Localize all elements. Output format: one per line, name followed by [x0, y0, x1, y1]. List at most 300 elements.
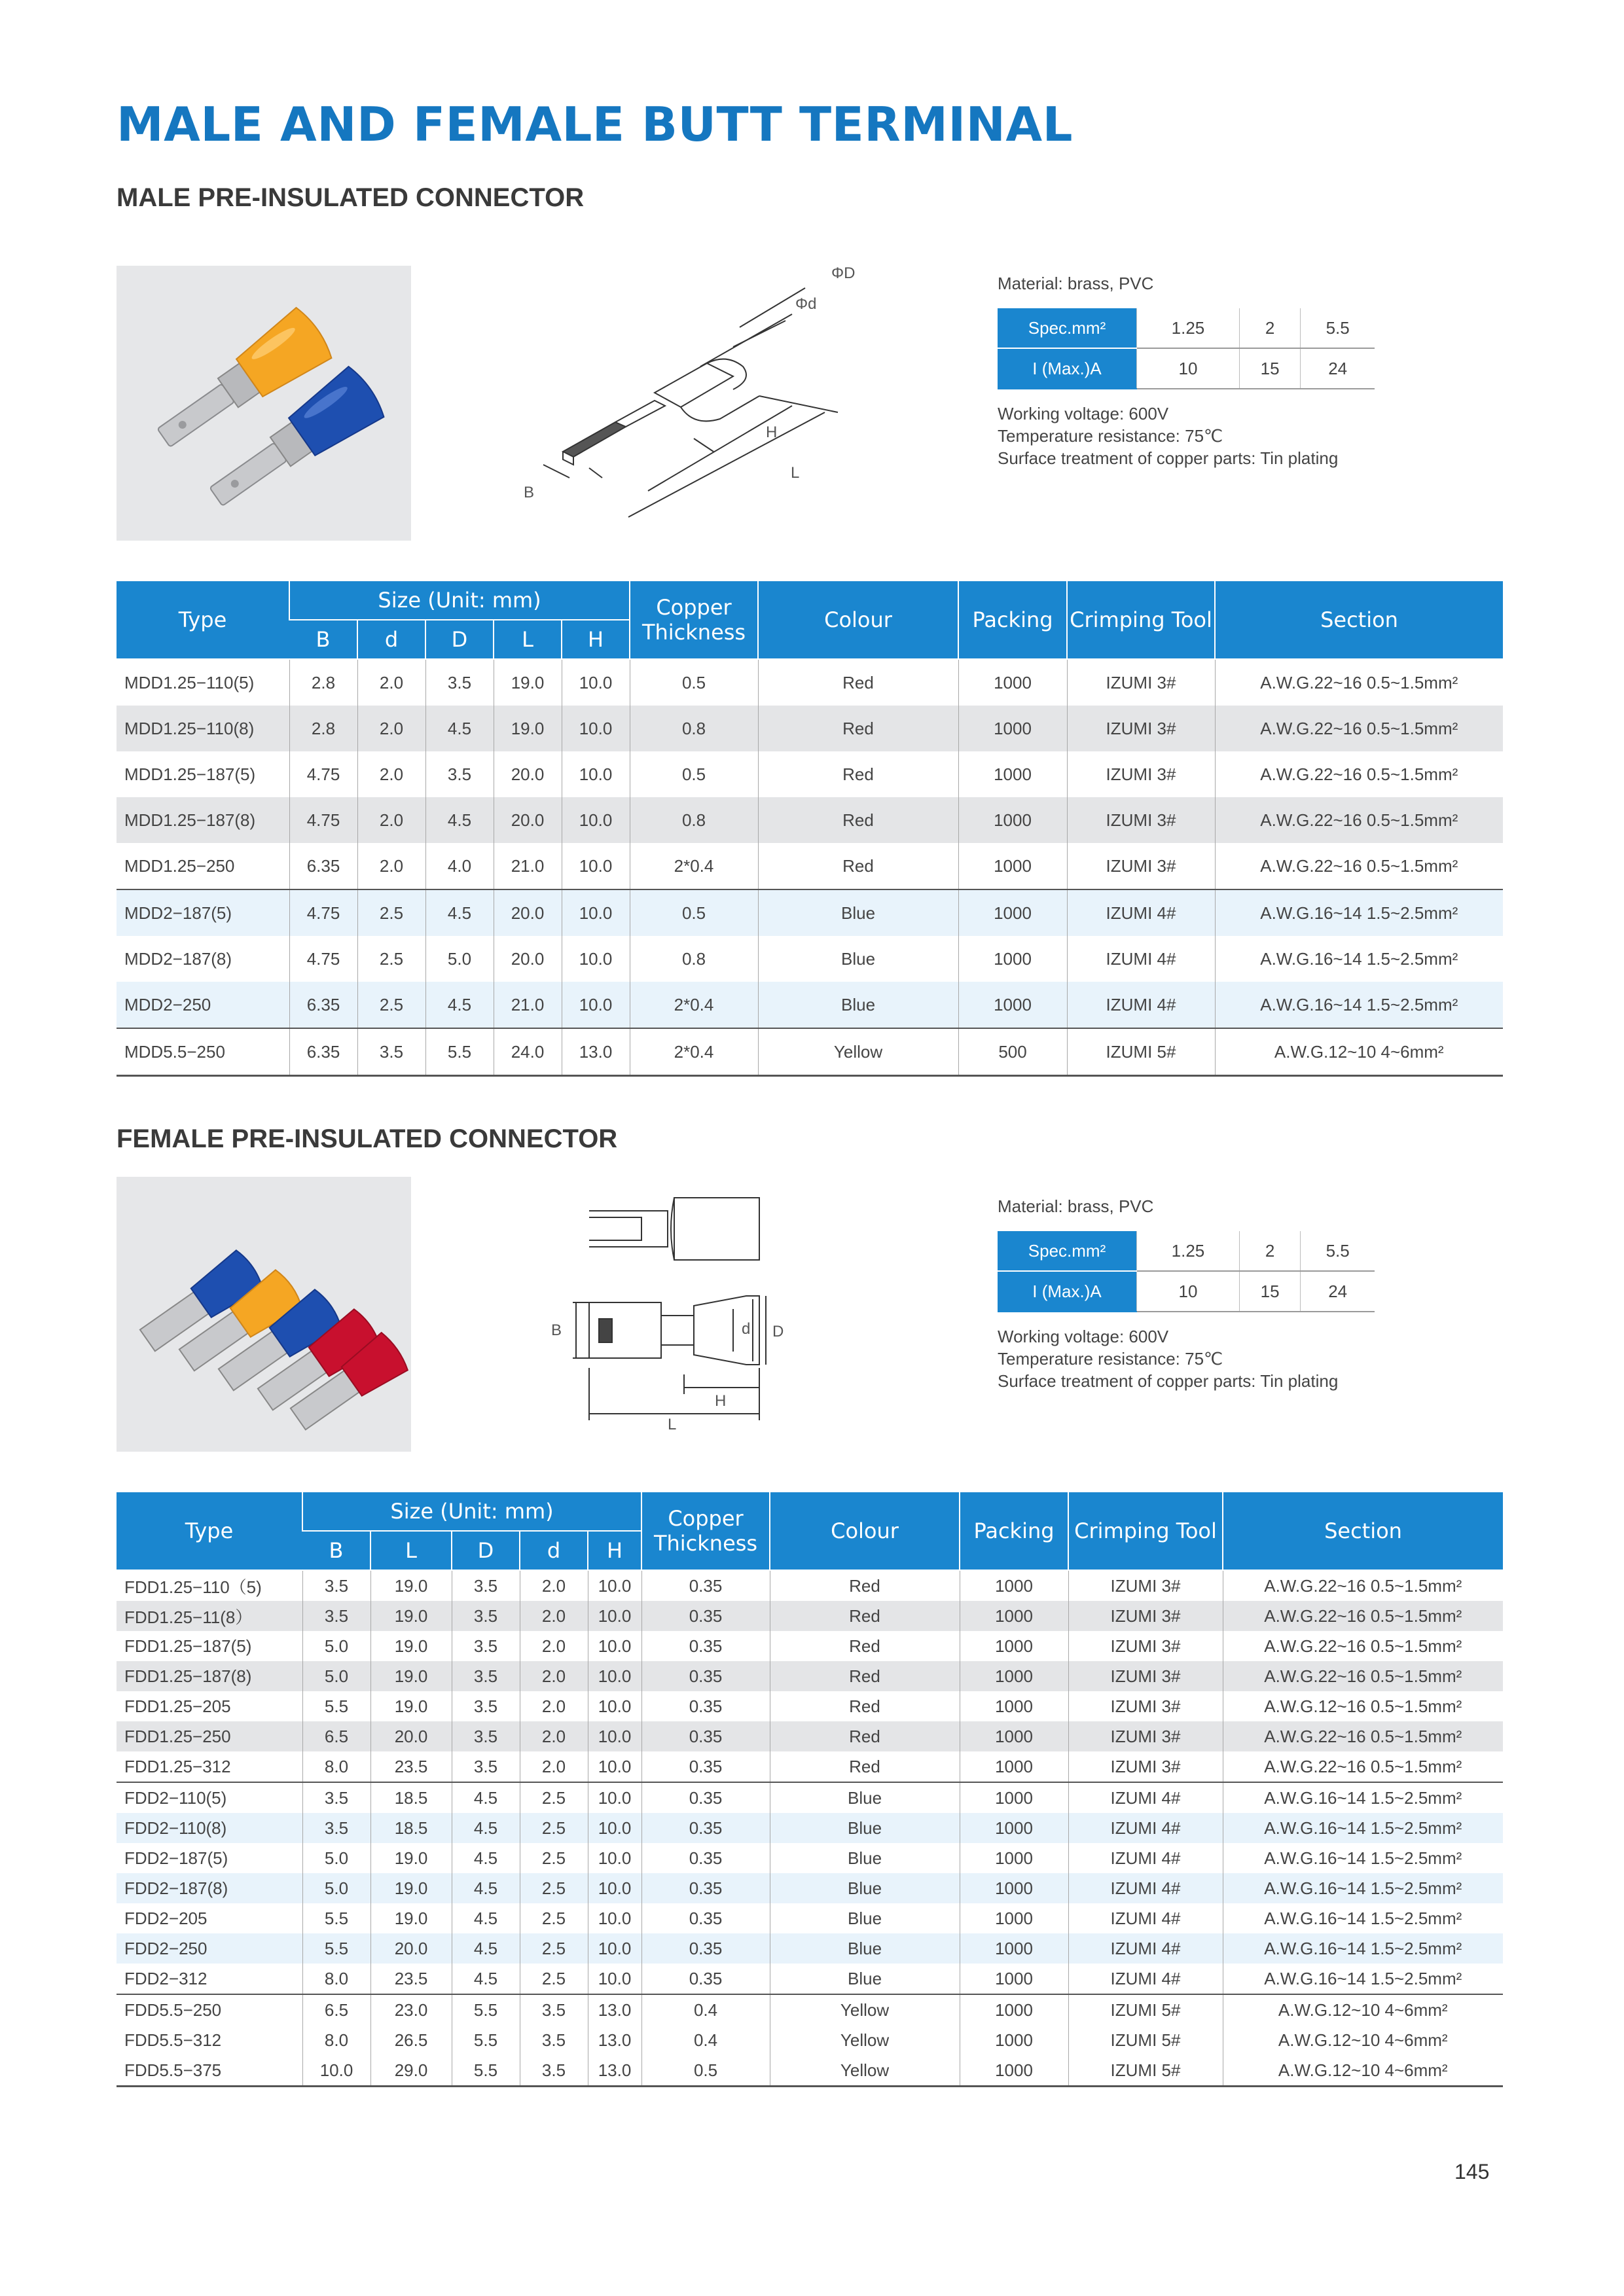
table-cell: 5.0: [425, 936, 494, 982]
table-cell: 0.35: [641, 1691, 770, 1721]
table-cell: 2.0: [357, 706, 425, 751]
table-cell: 3.5: [520, 1994, 588, 2025]
table-cell: Red: [758, 797, 958, 843]
table-cell: 10.0: [588, 1782, 641, 1813]
temperature-note: Temperature resistance: 75℃: [998, 426, 1223, 446]
male-connector-table: [117, 581, 1503, 1077]
table-cell: 2.0: [520, 1570, 588, 1601]
table-cell: 23.0: [370, 1994, 452, 2025]
type-cell: MDD1.25−110(8): [117, 706, 289, 751]
table-cell: IZUMI 5#: [1068, 2025, 1223, 2055]
table-cell: A.W.G.16~14 1.5~2.5mm²: [1223, 1873, 1503, 1903]
table-cell: 2*0.4: [630, 843, 758, 889]
diagram-label-l: L: [791, 464, 800, 482]
table-cell: 4.5: [452, 1782, 520, 1813]
table-cell: 5.0: [302, 1873, 370, 1903]
table-cell: IZUMI 3#: [1068, 1751, 1223, 1782]
table-cell: 10.0: [562, 889, 630, 936]
spec-cell: 15: [1239, 1271, 1300, 1312]
table-cell: 19.0: [370, 1601, 452, 1631]
col-header-packing: Packing: [960, 1492, 1068, 1570]
spec-cell: 24: [1301, 348, 1375, 389]
type-cell: MDD1.25−250: [124, 855, 235, 876]
table-cell: 23.5: [370, 1751, 452, 1782]
diagram-label-b: B: [551, 1321, 562, 1339]
male-connector-photo: [117, 266, 411, 541]
table-cell: 3.5: [452, 1570, 520, 1601]
table-row: [117, 706, 1503, 751]
table-cell: 3.5: [452, 1751, 520, 1782]
col-header-b: B: [302, 1531, 370, 1570]
table-cell: 0.5: [641, 2055, 770, 2087]
table-cell: 20.0: [494, 797, 562, 843]
table-row: [117, 1994, 1503, 2025]
table-row: [117, 1964, 1503, 1994]
table-cell: 1000: [960, 1964, 1068, 1994]
table-cell: A.W.G.16~14 1.5~2.5mm²: [1215, 936, 1503, 982]
table-cell: Yellow: [770, 2025, 960, 2055]
table-cell: 10.0: [588, 1691, 641, 1721]
table-cell: IZUMI 4#: [1068, 1933, 1223, 1964]
table-cell: 1000: [960, 1751, 1068, 1782]
spec-cell: 2: [1239, 308, 1300, 348]
table-cell: A.W.G.22~16 0.5~1.5mm²: [1215, 706, 1503, 751]
table-row: [117, 1843, 1503, 1873]
table-cell: Red: [770, 1661, 960, 1691]
table-cell: IZUMI 5#: [1067, 1028, 1215, 1076]
female-dimension-diagram: [537, 1178, 851, 1433]
table-cell: 4.5: [452, 1964, 520, 1994]
table-cell: 3.5: [357, 1028, 425, 1076]
table-cell: 4.75: [289, 751, 357, 797]
table-cell: 4.0: [425, 843, 494, 889]
table-cell: 2.8: [289, 659, 357, 706]
table-cell: 2.5: [520, 1782, 588, 1813]
table-cell: IZUMI 3#: [1068, 1601, 1223, 1631]
table-cell: 1000: [960, 1903, 1068, 1933]
type-cell: MDD2−187(8): [124, 948, 232, 969]
male-table-body: [117, 659, 1503, 1076]
table-cell: A.W.G.22~16 0.5~1.5mm²: [1215, 751, 1503, 797]
table-cell: 2*0.4: [630, 982, 758, 1028]
table-cell: 20.0: [494, 889, 562, 936]
table-cell: 1000: [958, 797, 1067, 843]
table-cell: 3.5: [302, 1813, 370, 1843]
table-cell: 8.0: [302, 2025, 370, 2055]
table-cell: 10.0: [562, 982, 630, 1028]
table-cell: 4.5: [425, 889, 494, 936]
type-cell: FDD2−110(8): [117, 1813, 302, 1843]
table-cell: 2.0: [520, 1631, 588, 1661]
table-cell: 0.35: [641, 1813, 770, 1843]
table-cell: 6.35: [289, 843, 357, 889]
col-header-section: Section: [1215, 581, 1503, 659]
table-cell: 0.35: [641, 1964, 770, 1994]
table-cell: 1000: [958, 889, 1067, 936]
male-spec-table: [998, 308, 1375, 389]
table-cell: 19.0: [370, 1873, 452, 1903]
type-cell: FDD2−250: [117, 1933, 302, 1964]
col-header-copper-thickness: Copper Thickness: [630, 581, 758, 659]
table-cell: IZUMI 4#: [1068, 1782, 1223, 1813]
table-cell: IZUMI 3#: [1068, 1721, 1223, 1751]
spec-cell: 1.25: [1137, 308, 1240, 348]
table-cell: 2.5: [520, 1813, 588, 1843]
table-cell: 10.0: [588, 1843, 641, 1873]
table-cell: Yellow: [770, 2055, 960, 2087]
female-spec-table: [998, 1231, 1375, 1312]
table-cell: 3.5: [302, 1570, 370, 1601]
type-cell: FDD5.5−250: [117, 1994, 302, 2025]
type-cell: FDD1.25−205: [124, 1696, 231, 1716]
table-cell: A.W.G.22~16 0.5~1.5mm²: [1223, 1751, 1503, 1782]
table-cell: 6.5: [302, 1994, 370, 2025]
table-cell: 4.5: [425, 797, 494, 843]
table-cell: 2.0: [357, 751, 425, 797]
table-cell: Red: [770, 1751, 960, 1782]
female-table-body: [117, 1570, 1503, 2087]
table-cell: Blue: [770, 1873, 960, 1903]
table-cell: 6.35: [289, 982, 357, 1028]
male-connector-illustration: [117, 266, 411, 541]
type-cell: FDD2−187(5): [124, 1848, 228, 1868]
diagram-label-b: B: [524, 484, 535, 501]
table-cell: Red: [758, 751, 958, 797]
table-row: [117, 889, 1503, 936]
table-cell: IZUMI 3#: [1067, 751, 1215, 797]
table-cell: IZUMI 3#: [1067, 706, 1215, 751]
table-cell: Blue: [758, 982, 958, 1028]
table-cell: 3.5: [520, 2055, 588, 2087]
spec-cell: 15: [1239, 348, 1300, 389]
table-cell: IZUMI 3#: [1068, 1661, 1223, 1691]
spec-row: [998, 1231, 1375, 1271]
col-header-crimping-tool: Crimping Tool: [1067, 581, 1215, 659]
table-cell: 4.5: [452, 1933, 520, 1964]
table-row: [117, 1813, 1503, 1843]
table-cell: 0.35: [641, 1631, 770, 1661]
table-cell: IZUMI 5#: [1068, 2055, 1223, 2087]
table-cell: A.W.G.16~14 1.5~2.5mm²: [1223, 1933, 1503, 1964]
table-cell: 0.8: [630, 797, 758, 843]
table-cell: Blue: [758, 936, 958, 982]
table-cell: 0.35: [641, 1570, 770, 1601]
col-header-size: Size (Unit: mm): [302, 1492, 641, 1531]
type-cell: FDD2−312: [124, 1968, 208, 1988]
spec-cell: 5.5: [1301, 1231, 1375, 1271]
table-cell: 0.5: [630, 889, 758, 936]
col-header-l: L: [370, 1531, 452, 1570]
table-cell: 1000: [958, 751, 1067, 797]
table-cell: A.W.G.16~14 1.5~2.5mm²: [1215, 982, 1503, 1028]
col-header-crimping-tool: Crimping Tool: [1068, 1492, 1223, 1570]
spec-cell: 5.5: [1301, 308, 1375, 348]
table-cell: 10.0: [562, 659, 630, 706]
table-cell: 19.0: [370, 1631, 452, 1661]
table-cell: Yellow: [770, 1994, 960, 2025]
table-cell: 19.0: [494, 659, 562, 706]
table-cell: 2.5: [357, 889, 425, 936]
table-cell: 2.0: [357, 659, 425, 706]
table-cell: 5.5: [452, 2025, 520, 2055]
table-row: [117, 1873, 1503, 1903]
table-cell: 0.8: [630, 936, 758, 982]
table-cell: 1000: [960, 1782, 1068, 1813]
col-header-b: B: [289, 620, 357, 659]
table-cell: 3.5: [452, 1721, 520, 1751]
type-cell: FDD1.25−187(8): [117, 1661, 302, 1691]
type-cell: MDD1.25−187(8): [117, 797, 289, 843]
table-cell: 19.0: [370, 1903, 452, 1933]
table-cell: 3.5: [452, 1631, 520, 1661]
table-cell: 2.8: [289, 706, 357, 751]
table-cell: Yellow: [758, 1028, 958, 1076]
table-cell: IZUMI 4#: [1068, 1903, 1223, 1933]
table-cell: 4.5: [425, 706, 494, 751]
type-cell: FDD1.25−312: [124, 1756, 231, 1776]
table-cell: 1000: [958, 843, 1067, 889]
table-cell: 19.0: [370, 1691, 452, 1721]
table-cell: 1000: [960, 1631, 1068, 1661]
table-cell: A.W.G.22~16 0.5~1.5mm²: [1223, 1570, 1503, 1601]
type-cell: FDD5.5−375: [117, 2055, 302, 2087]
type-cell: FDD1.25−11(8）: [117, 1601, 302, 1631]
table-cell: 2.0: [520, 1601, 588, 1631]
table-cell: 10.0: [588, 1570, 641, 1601]
table-cell: 2.0: [520, 1751, 588, 1782]
table-cell: A.W.G.12~10 4~6mm²: [1215, 1028, 1503, 1076]
table-cell: A.W.G.22~16 0.5~1.5mm²: [1223, 1661, 1503, 1691]
table-cell: 0.35: [641, 1873, 770, 1903]
table-cell: 24.0: [494, 1028, 562, 1076]
table-cell: 1000: [960, 2025, 1068, 2055]
table-cell: 20.0: [370, 1721, 452, 1751]
table-cell: 1000: [960, 1843, 1068, 1873]
table-cell: IZUMI 3#: [1067, 843, 1215, 889]
table-cell: 20.0: [370, 1933, 452, 1964]
table-cell: 10.0: [588, 1813, 641, 1843]
table-cell: Red: [770, 1631, 960, 1661]
type-cell: MDD2−250: [117, 982, 289, 1028]
spec-row-label: I (Max.)A: [998, 1271, 1137, 1312]
table-cell: 3.5: [425, 659, 494, 706]
table-cell: IZUMI 3#: [1068, 1631, 1223, 1661]
table-cell: 19.0: [370, 1570, 452, 1601]
table-cell: 5.5: [452, 1994, 520, 2025]
col-header-type: Type: [117, 581, 289, 659]
table-cell: 3.5: [520, 2025, 588, 2055]
table-cell: 1000: [960, 1873, 1068, 1903]
table-cell: Red: [770, 1570, 960, 1601]
spec-cell: 24: [1301, 1271, 1375, 1312]
diagram-label-d-small: d: [742, 1320, 751, 1338]
col-header-size: Size (Unit: mm): [289, 581, 630, 620]
table-cell: IZUMI 5#: [1068, 1994, 1223, 2025]
table-cell: 10.0: [588, 1631, 641, 1661]
table-cell: A.W.G.12~10 4~6mm²: [1223, 1994, 1503, 2025]
spec-cell: 10: [1137, 348, 1240, 389]
table-row: [117, 1933, 1503, 1964]
table-cell: 20.0: [494, 936, 562, 982]
female-material: Material: brass, PVC: [998, 1196, 1154, 1216]
table-cell: 19.0: [494, 706, 562, 751]
table-cell: 1000: [960, 2055, 1068, 2087]
diagram-label-l: L: [668, 1416, 677, 1433]
table-cell: IZUMI 4#: [1068, 1843, 1223, 1873]
type-cell: FDD1.25−110（5): [124, 1577, 262, 1597]
table-cell: A.W.G.22~16 0.5~1.5mm²: [1223, 1721, 1503, 1751]
diagram-label-inner-diameter: Φd: [795, 295, 817, 313]
table-cell: 4.5: [425, 982, 494, 1028]
table-cell: IZUMI 4#: [1068, 1813, 1223, 1843]
table-cell: Red: [758, 706, 958, 751]
table-cell: Red: [758, 843, 958, 889]
table-cell: 10.0: [588, 1964, 641, 1994]
table-row: [117, 1601, 1503, 1631]
table-cell: A.W.G.22~16 0.5~1.5mm²: [1223, 1631, 1503, 1661]
table-cell: 2.0: [520, 1721, 588, 1751]
table-cell: 29.0: [370, 2055, 452, 2087]
table-cell: IZUMI 3#: [1068, 1691, 1223, 1721]
table-cell: A.W.G.22~16 0.5~1.5mm²: [1215, 843, 1503, 889]
spec-row-label: I (Max.)A: [998, 348, 1137, 389]
table-cell: 4.5: [452, 1903, 520, 1933]
table-cell: 10.0: [588, 1751, 641, 1782]
working-voltage-note: Working voltage: 600V: [998, 1327, 1169, 1346]
type-cell: FDD2−187(8): [117, 1873, 302, 1903]
table-cell: 0.5: [630, 751, 758, 797]
table-cell: 4.5: [452, 1813, 520, 1843]
table-row: [117, 659, 1503, 706]
table-cell: 0.35: [641, 1933, 770, 1964]
spec-cell: 2: [1239, 1231, 1300, 1271]
table-cell: Blue: [770, 1843, 960, 1873]
female-spec-block: [998, 1196, 1375, 1392]
type-cell: FDD1.25−187(5): [124, 1636, 252, 1656]
table-row: [117, 1691, 1503, 1721]
table-cell: Blue: [770, 1933, 960, 1964]
col-header-packing: Packing: [958, 581, 1067, 659]
table-cell: 0.35: [641, 1721, 770, 1751]
table-cell: 5.0: [302, 1661, 370, 1691]
table-row: [117, 1903, 1503, 1933]
table-cell: IZUMI 3#: [1068, 1570, 1223, 1601]
table-cell: 4.5: [452, 1873, 520, 1903]
table-cell: 1000: [960, 1721, 1068, 1751]
male-spec-block: [998, 274, 1375, 469]
table-cell: 1000: [960, 1813, 1068, 1843]
table-cell: 3.5: [452, 1601, 520, 1631]
surface-treatment-note: Surface treatment of copper parts: Tin plating: [998, 1371, 1339, 1391]
table-cell: 1000: [960, 1601, 1068, 1631]
table-cell: 2.5: [520, 1873, 588, 1903]
table-cell: A.W.G.16~14 1.5~2.5mm²: [1223, 1964, 1503, 1994]
table-cell: Blue: [770, 1782, 960, 1813]
table-cell: 10.0: [302, 2055, 370, 2087]
table-cell: 21.0: [494, 982, 562, 1028]
table-cell: 5.0: [302, 1631, 370, 1661]
table-cell: 0.35: [641, 1751, 770, 1782]
working-voltage-note: Working voltage: 600V: [998, 404, 1169, 423]
table-cell: 5.5: [302, 1933, 370, 1964]
type-cell: MDD2−187(5): [117, 889, 289, 936]
table-row: [117, 1782, 1503, 1813]
type-cell: MDD5.5−250: [117, 1028, 289, 1076]
table-cell: 5.5: [452, 2055, 520, 2087]
page-number: 145: [1454, 2160, 1490, 2183]
table-row: [117, 751, 1503, 797]
table-cell: 13.0: [562, 1028, 630, 1076]
table-cell: 5.5: [425, 1028, 494, 1076]
table-cell: 10.0: [588, 1661, 641, 1691]
table-cell: Red: [758, 659, 958, 706]
table-cell: 20.0: [494, 751, 562, 797]
col-header-h: H: [588, 1531, 641, 1570]
table-cell: 0.5: [630, 659, 758, 706]
table-cell: 4.75: [289, 797, 357, 843]
col-header-copper-thickness: Copper Thickness: [641, 1492, 770, 1570]
table-cell: 1000: [960, 1691, 1068, 1721]
table-cell: Blue: [758, 889, 958, 936]
table-cell: 3.5: [302, 1601, 370, 1631]
diagram-label-h: H: [766, 423, 778, 441]
table-cell: A.W.G.16~14 1.5~2.5mm²: [1223, 1903, 1503, 1933]
table-cell: 26.5: [370, 2025, 452, 2055]
table-cell: IZUMI 3#: [1067, 659, 1215, 706]
table-row: [117, 1661, 1503, 1691]
temperature-note: Temperature resistance: 75℃: [998, 1349, 1223, 1369]
type-cell: MDD1.25−187(5): [124, 764, 256, 784]
male-section-heading: MALE PRE-INSULATED CONNECTOR: [117, 183, 585, 212]
table-cell: A.W.G.12~10 4~6mm²: [1223, 2055, 1503, 2087]
col-header-h: H: [562, 620, 630, 659]
table-cell: 3.5: [425, 751, 494, 797]
col-header-d-small: d: [357, 620, 425, 659]
table-cell: 0.35: [641, 1601, 770, 1631]
table-cell: 0.4: [641, 2025, 770, 2055]
spec-cell: 10: [1137, 1271, 1240, 1312]
table-cell: IZUMI 4#: [1068, 1873, 1223, 1903]
table-row: [117, 1570, 1503, 1601]
table-cell: 21.0: [494, 843, 562, 889]
table-cell: A.W.G.22~16 0.5~1.5mm²: [1215, 659, 1503, 706]
table-cell: 2.0: [520, 1691, 588, 1721]
spec-row-label: Spec.mm²: [998, 308, 1137, 348]
female-section-heading: FEMALE PRE-INSULATED CONNECTOR: [117, 1124, 618, 1153]
table-row: [117, 2055, 1503, 2087]
table-cell: 18.5: [370, 1813, 452, 1843]
table-cell: 6.35: [289, 1028, 357, 1076]
type-cell: FDD2−205: [124, 1908, 208, 1928]
table-cell: 2*0.4: [630, 1028, 758, 1076]
table-cell: 13.0: [588, 1994, 641, 2025]
table-cell: A.W.G.22~16 0.5~1.5mm²: [1223, 1601, 1503, 1631]
table-cell: 10.0: [588, 1601, 641, 1631]
diagram-label-outer-diameter: ΦD: [831, 264, 856, 282]
table-cell: 1000: [960, 1661, 1068, 1691]
table-cell: 10.0: [562, 706, 630, 751]
table-cell: 2.5: [520, 1933, 588, 1964]
page-title: MALE AND FEMALE BUTT TERMINAL: [117, 97, 1074, 152]
table-cell: A.W.G.12~10 4~6mm²: [1223, 2025, 1503, 2055]
table-cell: 8.0: [302, 1751, 370, 1782]
table-cell: 1000: [958, 982, 1067, 1028]
table-cell: IZUMI 4#: [1067, 936, 1215, 982]
table-cell: 2.5: [357, 936, 425, 982]
table-cell: Red: [770, 1721, 960, 1751]
table-cell: A.W.G.16~14 1.5~2.5mm²: [1223, 1813, 1503, 1843]
table-row: [117, 843, 1503, 889]
